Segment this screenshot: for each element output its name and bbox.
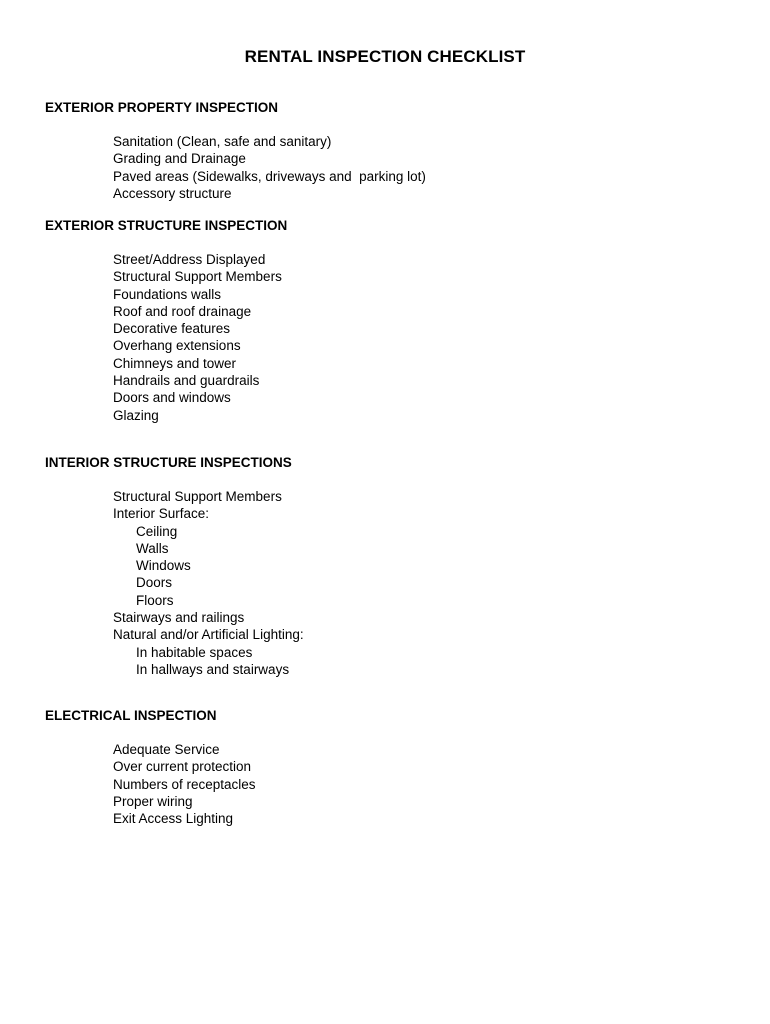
section-interior-structure: [45, 454, 745, 678]
section-exterior-structure: [45, 217, 745, 424]
checklist-item: Doors and windows: [113, 390, 231, 406]
checklist-item: Chimneys and tower: [113, 355, 237, 371]
checklist-item: Exit Access Lighting: [113, 811, 234, 827]
checklist-item: Paved areas (Sidewalks, driveways and parking lot): [113, 168, 426, 184]
checklist-item: Over current protection: [113, 759, 252, 775]
checklist-item: Interior Surface:: [113, 506, 210, 522]
section-heading: ELECTRICAL INSPECTION: [45, 708, 217, 723]
checklist-subitem: Walls: [136, 540, 169, 556]
checklist: [113, 741, 745, 827]
checklist: [113, 133, 745, 202]
checklist-item: Glazing: [113, 407, 159, 423]
checklist-item: Overhang extensions: [113, 338, 241, 354]
checklist-item: Proper wiring: [113, 793, 193, 809]
checklist-item: Roof and roof drainage: [113, 303, 252, 319]
checklist-item: Handrails and guardrails: [113, 373, 260, 389]
checklist-item: Adequate Service: [113, 742, 220, 757]
checklist-item: Structural Support Members: [113, 269, 282, 285]
checklist-item: Sanitation (Clean, safe and sanitary): [113, 134, 332, 149]
checklist-item: Structural Support Members: [113, 489, 282, 504]
checklist: [113, 251, 745, 424]
section-exterior-property: [45, 99, 745, 202]
checklist-item: Decorative features: [113, 321, 231, 337]
checklist-subitem: Floors: [136, 592, 174, 608]
document-title: RENTAL INSPECTION CHECKLIST: [244, 47, 526, 66]
section-heading: EXTERIOR STRUCTURE INSPECTION: [45, 218, 288, 233]
checklist-item: Grading and Drainage: [113, 151, 246, 167]
checklist-item: Accessory structure: [113, 185, 232, 201]
section-electrical: [45, 707, 745, 827]
checklist-item: Numbers of receptacles: [113, 776, 256, 792]
checklist-item: Street/Address Displayed: [113, 252, 266, 267]
checklist-subitem: In hallways and stairways: [136, 661, 290, 677]
checklist-subitem: In habitable spaces: [136, 644, 253, 660]
section-heading: INTERIOR STRUCTURE INSPECTIONS: [45, 455, 292, 470]
checklist-item: Stairways and railings: [113, 610, 245, 626]
checklist-item: Foundations walls: [113, 286, 222, 302]
checklist-subitem: Ceiling: [136, 523, 178, 539]
checklist-item: Natural and/or Artificial Lighting:: [113, 627, 304, 643]
checklist: [113, 488, 745, 678]
checklist-subitem: Doors: [136, 575, 173, 591]
checklist-subitem: Windows: [136, 558, 191, 574]
section-heading: EXTERIOR PROPERTY INSPECTION: [45, 100, 279, 115]
